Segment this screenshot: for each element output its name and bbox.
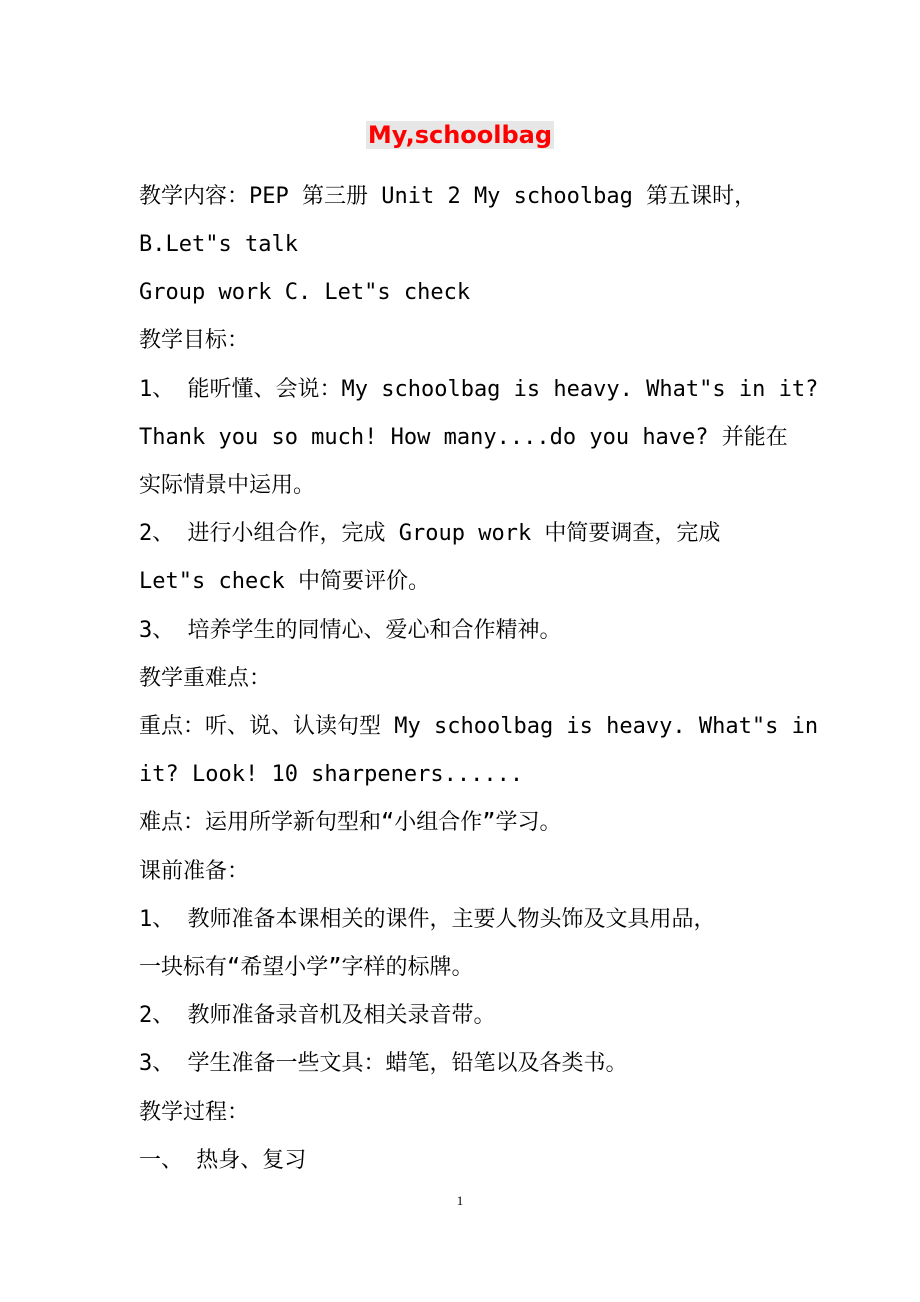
text-line-key-point: 重点：听、说、认读句型 My schoolbag is heavy. What"s in: [139, 714, 819, 739]
text-line-preparation-1-cont: 一块标有“希望小学”字样的标牌。: [139, 955, 474, 980]
text-line-lets-talk: B.Let"s talk: [139, 232, 298, 257]
heading-process: 教学过程：: [139, 1100, 250, 1125]
text-line-preparation-3: 3、 学生准备一些文具：蜡笔，铅笔以及各类书。: [139, 1051, 628, 1076]
text-line-preparation-2: 2、 教师准备录音机及相关录音带。: [139, 1003, 496, 1028]
text-line-objective-1: 1、 能听懂、会说：My schoolbag is heavy. What"s in it?: [139, 377, 819, 402]
text-line-content: 教学内容：PEP 第三册 Unit 2 My schoolbag 第五课时，: [139, 184, 757, 209]
text-line-group-work: Group work C. Let"s check: [139, 280, 471, 305]
text-line-objective-3: 3、 培养学生的同情心、爱心和合作精神。: [139, 618, 562, 643]
heading-key-points: 教学重难点：: [139, 666, 272, 691]
text-line-objective-1-end: 实际情景中运用。: [139, 473, 316, 498]
text-line-key-point-cont: it? Look! 10 sharpeners......: [139, 762, 524, 787]
text-line-objective-2: 2、 进行小组合作，完成 Group work 中简要调查，完成: [139, 521, 721, 546]
text-line-objective-2-cont: Let"s check 中简要评价。: [139, 569, 430, 594]
heading-objectives: 教学目标：: [139, 328, 250, 353]
document-title: My,schoolbag: [367, 121, 553, 149]
heading-preparation: 课前准备：: [139, 859, 250, 884]
text-line-difficult-point: 难点：运用所学新句型和“小组合作”学习。: [139, 810, 562, 835]
text-line-preparation-1: 1、 教师准备本课相关的课件，主要人物头饰及文具用品，: [139, 907, 716, 932]
page-number: 1: [456, 1193, 464, 1208]
text-line-objective-1-cont: Thank you so much! How many....do you have? 并能在: [139, 425, 788, 450]
text-line-warmup: 一、 热身、复习: [139, 1148, 307, 1173]
